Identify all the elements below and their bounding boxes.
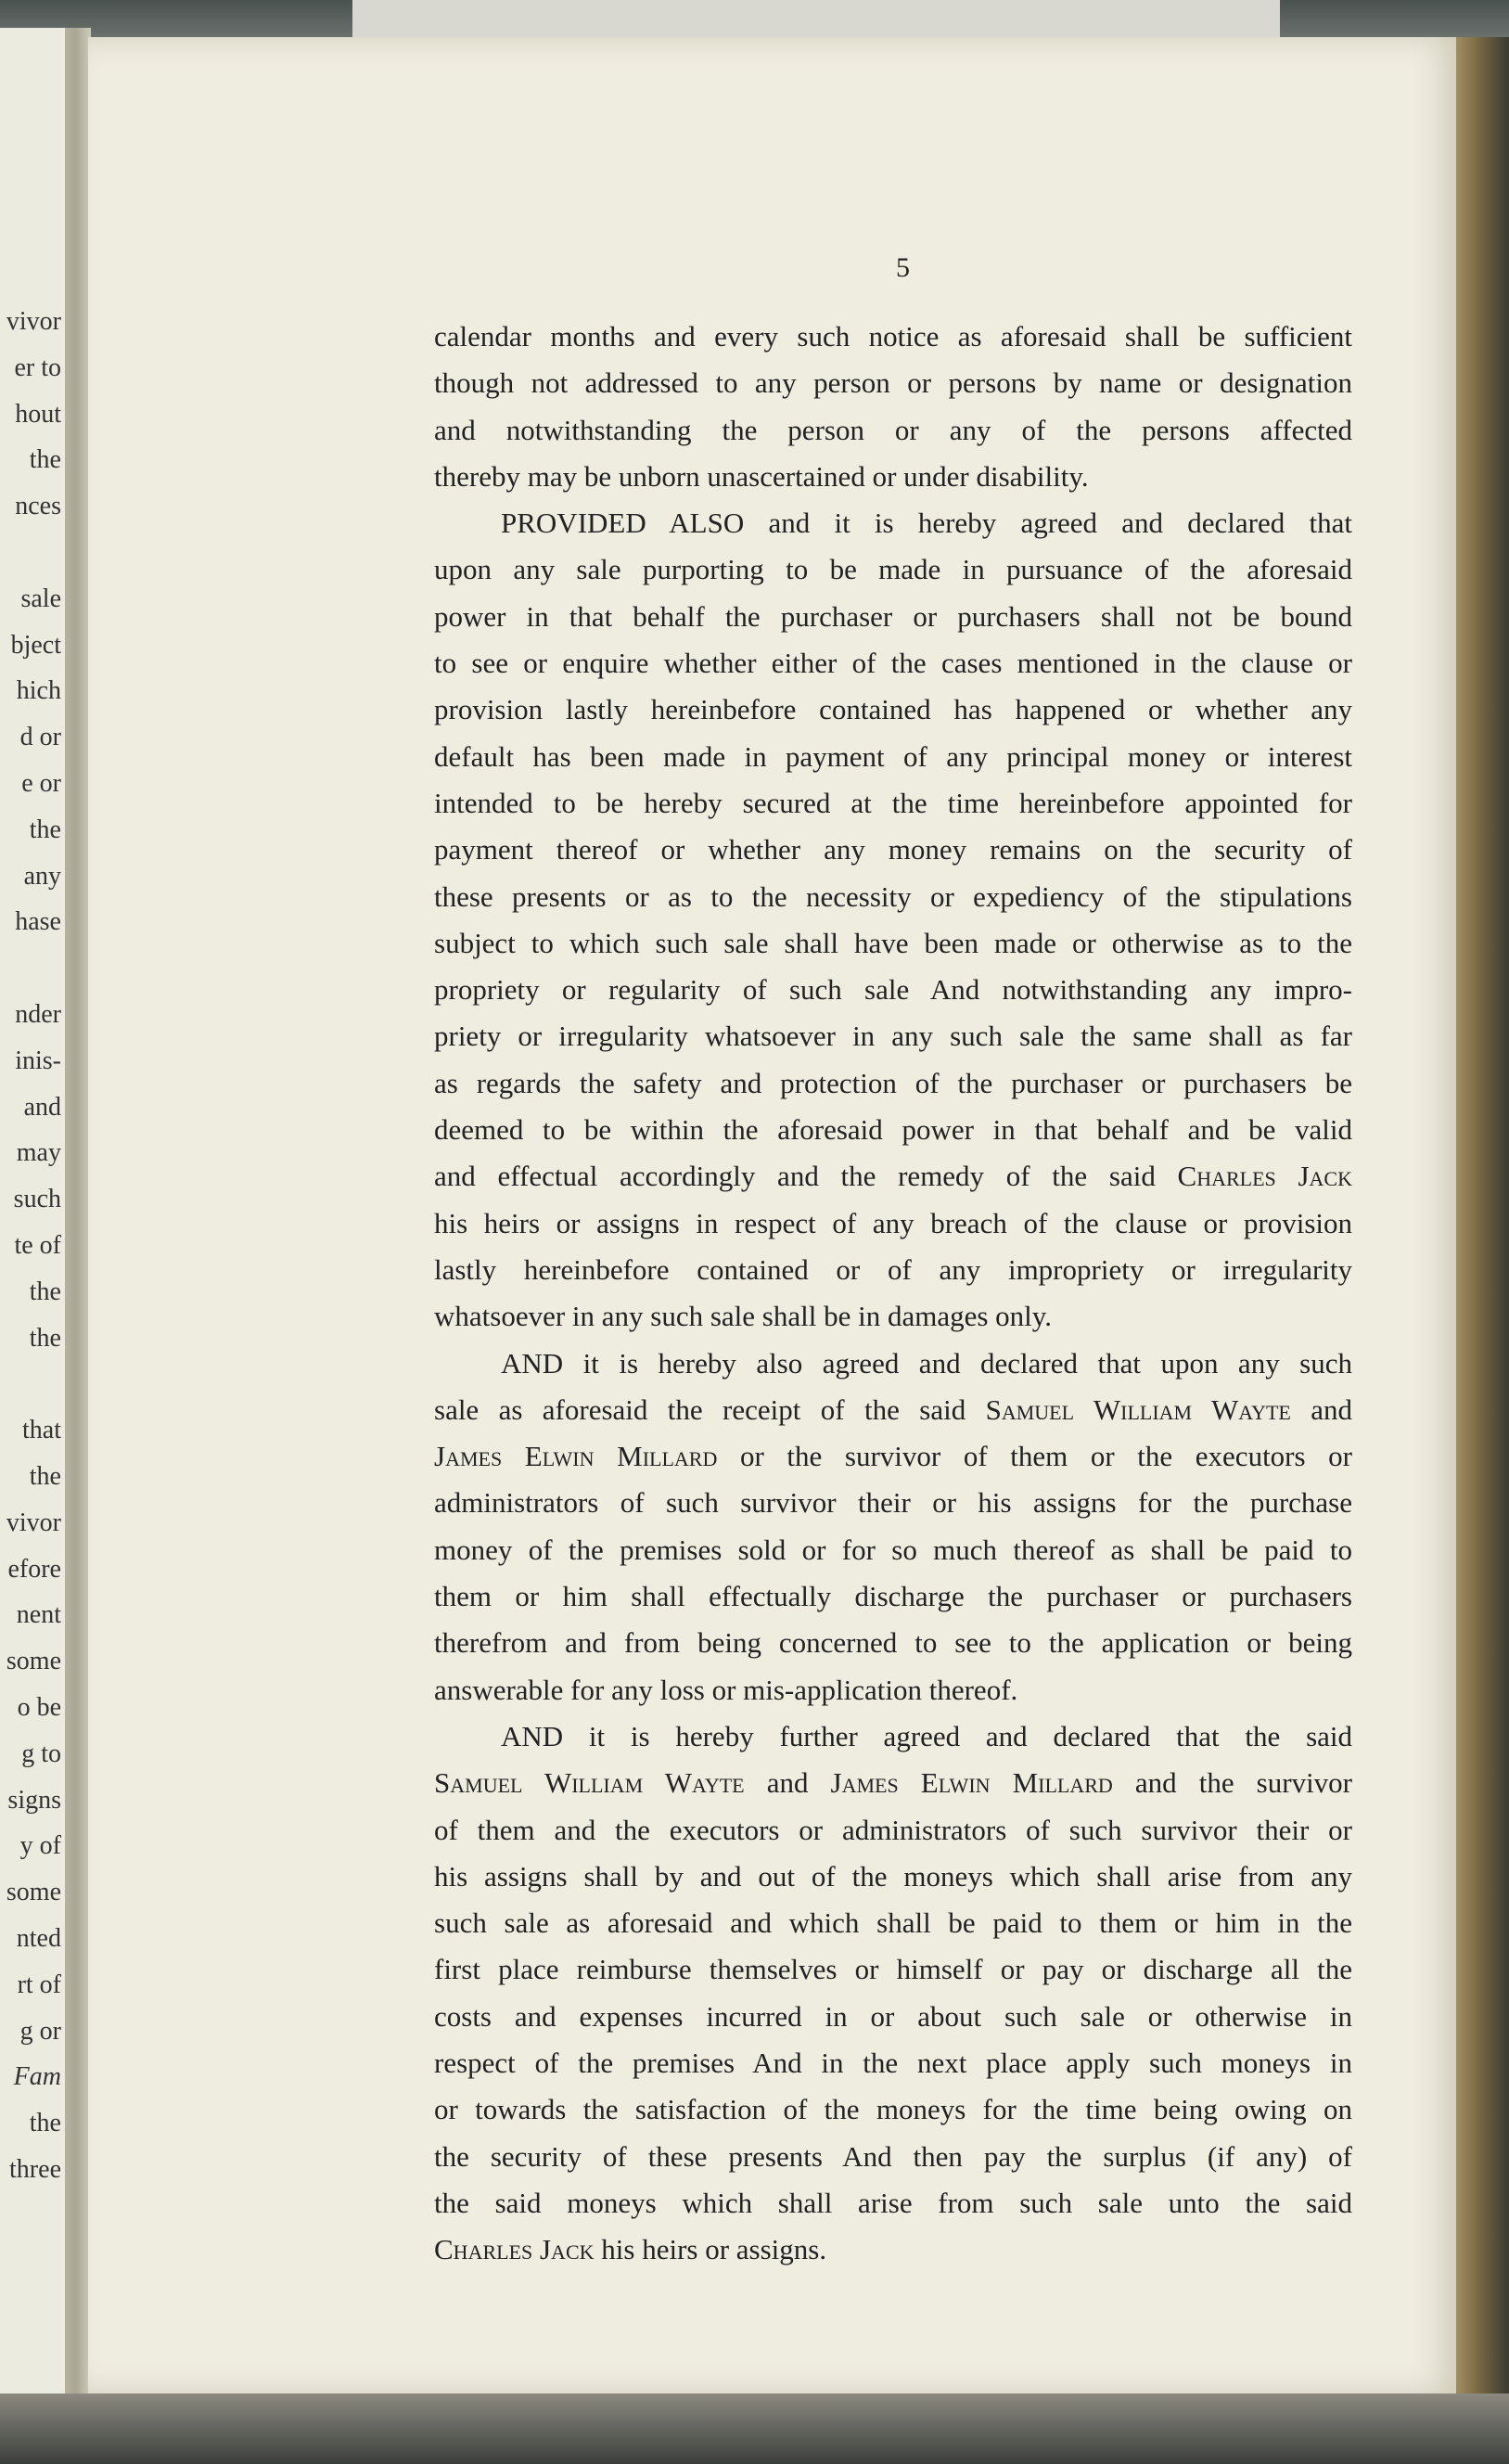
- text-line: [434, 687, 1352, 733]
- party-name: James Elwin Millard: [434, 1440, 718, 1473]
- text-segment: intended to be hereby secured at the time hereinbefore appointed for: [434, 786, 1352, 819]
- left-facing-page: [0, 28, 65, 2403]
- text-segment: as regards the safety and protection of the purchaser or purchasers be: [434, 1066, 1352, 1099]
- left-page-fragment: nted: [16, 1924, 61, 1953]
- left-page-fragment: that: [22, 1416, 61, 1445]
- text-segment: costs and expenses incurred in or about such sale or otherwise in: [434, 1999, 1352, 2033]
- text-segment: his heirs or assigns.: [594, 2233, 827, 2266]
- text-line: [434, 1387, 1352, 1433]
- bottom-edge: [0, 2393, 1509, 2464]
- left-page-fragment: hout: [15, 399, 61, 429]
- text-line: [434, 780, 1352, 827]
- text-line: [434, 874, 1352, 920]
- left-page-fragment: may: [16, 1138, 61, 1168]
- left-page-fragment: and: [23, 1092, 61, 1122]
- left-page-fragment: hase: [15, 907, 61, 937]
- text-line: [434, 1854, 1352, 1900]
- text-segment: the said moneys which shall arise from such sale unto the said: [434, 2186, 1352, 2219]
- text-segment: priety or irregularity whatsoever in any such sale the same shall as far: [434, 1020, 1352, 1053]
- book-gutter: [65, 28, 91, 2403]
- text-segment: sale as aforesaid the receipt of the said: [434, 1392, 986, 1426]
- left-page-fragment: signs: [7, 1785, 61, 1815]
- left-page-fragment: the: [29, 1323, 61, 1353]
- left-page-fragment: any: [23, 861, 61, 891]
- text-line: [434, 1341, 1352, 1387]
- left-page-fragment: the: [29, 445, 61, 475]
- text-segment: and: [744, 1766, 831, 1800]
- left-page-fragment: sale: [20, 584, 61, 613]
- text-line: [434, 2227, 1352, 2273]
- text-line: [434, 454, 1352, 500]
- text-line: [434, 1107, 1352, 1153]
- left-page-fragment: nent: [16, 1600, 61, 1630]
- text-segment: and notwithstanding the person or any of the persons affected: [434, 413, 1352, 446]
- left-page-fragment: g or: [19, 2016, 61, 2046]
- text-line: [434, 1994, 1352, 2040]
- text-segment: first place reimburse themselves or himself or pay or discharge all the: [434, 1953, 1352, 1986]
- left-page-fragment: er to: [14, 353, 61, 382]
- text-line: [434, 1060, 1352, 1107]
- page-number: 5: [896, 252, 910, 283]
- left-page-fragment: nder: [15, 1000, 61, 1029]
- text-segment: answerable for any loss or mis-application thereof.: [434, 1673, 1018, 1706]
- left-page-fragment: vivor: [6, 307, 61, 336]
- text-line: [434, 1200, 1352, 1247]
- text-segment: respect of the premises And in the next place apply such moneys in: [434, 2046, 1352, 2079]
- text-line: [434, 827, 1352, 873]
- left-page-fragment: some: [6, 1878, 61, 1907]
- text-line: [434, 920, 1352, 967]
- text-segment: and: [1290, 1392, 1352, 1426]
- left-page-fragment: the: [29, 1277, 61, 1306]
- text-segment: his heirs or assigns in respect of any breach of the clause or provision: [434, 1206, 1352, 1239]
- left-page-fragment: the: [29, 1462, 61, 1491]
- text-segment: AND it is hereby also agreed and declared that upon any such: [501, 1346, 1352, 1380]
- left-page-fragment: y of: [19, 1831, 61, 1861]
- text-line: [434, 967, 1352, 1013]
- left-page-fragment: g to: [21, 1739, 61, 1768]
- text-line: [434, 1153, 1352, 1200]
- text-line: [434, 1247, 1352, 1293]
- text-segment: whatsoever in any such sale shall be in damages only.: [434, 1300, 1053, 1333]
- text-segment: such sale as aforesaid and which shall be paid to them or him in the: [434, 1906, 1352, 1940]
- left-page-fragment: efore: [7, 1554, 61, 1584]
- text-segment: these presents or as to the necessity or expediency of the stipulations: [434, 879, 1352, 913]
- left-page-fragment: nces: [15, 492, 61, 521]
- text-line: [434, 1480, 1352, 1526]
- text-segment: thereby may be unborn unascertained or under disability.: [434, 459, 1089, 493]
- text-line: [434, 734, 1352, 780]
- left-page-fragment: d or: [19, 723, 61, 752]
- text-segment: deemed to be within the aforesaid power in that behalf and be valid: [434, 1113, 1352, 1147]
- text-segment: therefrom and from being concerned to see to the application or being: [434, 1626, 1352, 1660]
- top-paper-edge: [352, 0, 1280, 39]
- text-segment: money of the premises sold or for so much thereof as shall be paid to: [434, 1533, 1352, 1566]
- text-segment: administrators of such survivor their or his assigns for the purchase: [434, 1486, 1352, 1520]
- text-line: [434, 594, 1352, 640]
- left-page-fragment: e or: [21, 769, 61, 798]
- text-segment: his assigns shall by and out of the moneys which shall arise from any: [434, 1859, 1352, 1893]
- left-page-fragment: bject: [10, 630, 61, 660]
- text-segment: upon any sale purporting to be made in pursuance of the aforesaid: [434, 553, 1352, 586]
- text-line: [434, 1760, 1352, 1806]
- text-line: [434, 1013, 1352, 1059]
- text-segment: of them and the executors or administrators of such survivor their or: [434, 1813, 1352, 1846]
- left-page-fragment: the: [29, 815, 61, 844]
- left-page-fragment: inis-: [15, 1046, 61, 1075]
- text-line: [434, 2040, 1352, 2086]
- party-name: Samuel William Wayte: [434, 1766, 745, 1800]
- text-line: [434, 1620, 1352, 1666]
- text-line: [434, 314, 1352, 360]
- text-segment: and effectual accordingly and the remedy of the said: [434, 1160, 1178, 1193]
- text-segment: propriety or regularity of such sale And notwithstanding any impro-: [434, 973, 1352, 1007]
- left-page-fragment: Fam: [13, 2062, 61, 2092]
- text-segment: to see or enquire whether either of the cases mentioned in the clause or: [434, 647, 1352, 680]
- text-line: [434, 1573, 1352, 1620]
- text-line: [434, 1433, 1352, 1480]
- text-line: [434, 640, 1352, 687]
- left-page-fragment: hich: [16, 676, 61, 706]
- text-segment: power in that behalf the purchaser or purchasers shall not be bound: [434, 599, 1352, 633]
- text-line: [434, 1293, 1352, 1340]
- text-segment: the security of these presents And then pay the surplus (if any) of: [434, 2139, 1352, 2173]
- text-line: [434, 1946, 1352, 1993]
- text-segment: though not addressed to any person or persons by name or designation: [434, 366, 1352, 400]
- text-segment: or the survivor of them or the executors or: [717, 1440, 1353, 1473]
- text-line: [434, 2086, 1352, 2133]
- left-page-fragment: vivor: [6, 1508, 61, 1537]
- left-page-fragment: rt of: [17, 1970, 61, 1999]
- party-name: Charles Jack: [434, 2233, 595, 2266]
- party-name: Samuel William Wayte: [985, 1392, 1291, 1426]
- left-page-fragment: te of: [14, 1231, 61, 1260]
- left-page-fragment: the: [29, 2109, 61, 2138]
- text-segment: PROVIDED ALSO and it is hereby agreed and declared that: [501, 507, 1352, 540]
- text-segment: payment thereof or whether any money remains on the security of: [434, 833, 1352, 866]
- text-segment: and the survivor: [1112, 1766, 1353, 1800]
- page-edges: [1456, 37, 1509, 2412]
- text-segment: AND it is hereby further agreed and declared that the said: [501, 1719, 1352, 1752]
- text-line: [434, 546, 1352, 593]
- party-name: James Elwin Millard: [830, 1766, 1113, 1800]
- text-segment: provision lastly hereinbefore contained has happened or whether any: [434, 693, 1352, 726]
- text-line: [434, 407, 1352, 454]
- left-page-fragment: such: [13, 1185, 61, 1214]
- text-segment: or towards the satisfaction of the moneys for the time being owing on: [434, 2093, 1352, 2126]
- text-line: [434, 1900, 1352, 1946]
- text-line: [434, 2134, 1352, 2180]
- text-segment: them or him shall effectually discharge the purchaser or purchasers: [434, 1580, 1352, 1613]
- text-line: [434, 1667, 1352, 1713]
- text-line: [434, 360, 1352, 406]
- left-page-fragment: three: [9, 2155, 61, 2184]
- body-text: [434, 314, 1352, 2273]
- text-line: [434, 1527, 1352, 1573]
- text-segment: lastly hereinbefore contained or of any impropriety or irregularity: [434, 1252, 1352, 1286]
- text-line: [434, 1807, 1352, 1854]
- text-segment: subject to which such sale shall have been made or otherwise as to the: [434, 926, 1352, 959]
- text-segment: default has been made in payment of any principal money or interest: [434, 739, 1352, 773]
- text-line: [434, 500, 1352, 546]
- text-line: [434, 2180, 1352, 2227]
- text-line: [434, 1713, 1352, 1760]
- party-name: Charles Jack: [1177, 1160, 1352, 1193]
- left-page-fragment: some: [6, 1647, 61, 1676]
- left-page-fragment: o be: [17, 1693, 61, 1722]
- text-segment: calendar months and every such notice as aforesaid shall be sufficient: [434, 320, 1352, 353]
